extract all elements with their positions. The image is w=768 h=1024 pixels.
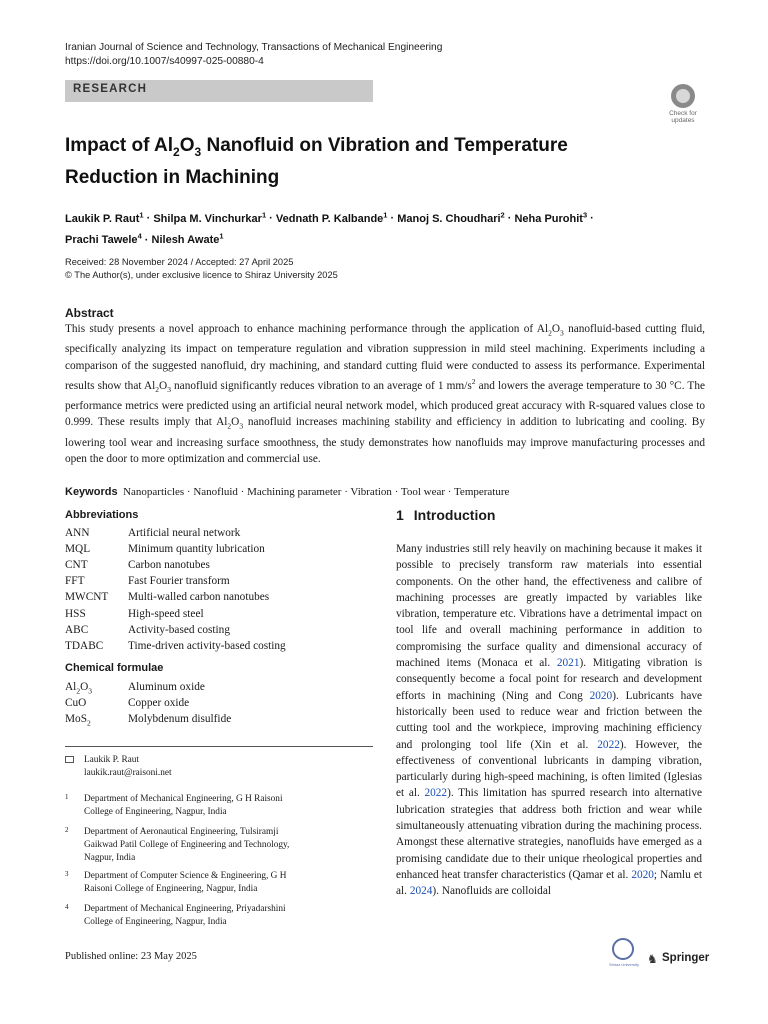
journal-name: Iranian Journal of Science and Technology, Transactions of Mechanical Engineering: [65, 42, 443, 53]
abbreviation-row: MQL Minimum quantity lubrication: [65, 543, 265, 555]
abbreviation-row: ANN Artificial neural network: [65, 527, 241, 539]
intro-text-segment: ). Nanofluids are colloidal: [432, 885, 551, 898]
shiraz-university-seal: [612, 938, 634, 960]
formula-row: MoS$_2$ Molybdenum disulfide: [65, 713, 232, 728]
copyright: © The Author(s), under exclusive licence to Shiraz University 2025: [65, 270, 338, 280]
footnote-divider: [65, 746, 373, 747]
author-list: Laukik P. Raut$^1$ · Shilpa M. Vinchurkar$^1$ · Vednath P. Kalbande$^1$ · Manoj S. Choudhari$^2$ · Neha Purohit$^3$ · Prachi Tawele$^4$ · Nilesh Awate$^1$: [65, 210, 594, 247]
envelope-icon: [65, 756, 74, 763]
check-for-updates-badge[interactable]: [661, 84, 705, 126]
abstract-heading: Abstract: [65, 306, 114, 320]
abbreviation-row: MWCNT Multi-walled carbon nanotubes: [65, 591, 270, 603]
abstract-text: This study presents a novel approach to enhance machining performance through the application of $Al_2O_3$ nanofluid-based cutting fluid, specifically analyzing its impact on temperature regulation and vibration suppression in mild steel machining. Experiments including a comparison of the suggested nanofluid, dry machining, and standard cutting fluid were conducted to assess its performance. Experimental results show that $Al_2O_3$ nanofluid significantly reduces vibration to an average of 1 $mm/s^2$ and lowers the average temperature to 30 °C. The performance metrics were predicted using an artificial neural network model, which produced great accuracy with R-squared values close to 0.999. These results imply that $Al_2O_3$ nanofluid increases machining stability and efficiency in addition to lubricating and cooling. By lowering tool wear and increasing surface smoothness, the study demonstrates how nanofluids may improve manufacturing processes and open the door to more optimization and commercial use.: [65, 323, 705, 465]
badge-text: Check for updates: [669, 110, 697, 124]
check-updates-icon: [671, 84, 695, 108]
formula-row: CuO Copper oxide: [65, 697, 190, 709]
contact-name: Laukik P. Raut: [84, 755, 140, 765]
author[interactable]: Laukik P. Raut$^1$: [65, 210, 144, 225]
author[interactable]: Shilpa M. Vinchurkar$^1$: [153, 210, 267, 225]
intro-text-segment: ; Namlu et al.: [396, 868, 702, 898]
abbreviation-row: TDABC Time-driven activity-based costing: [65, 640, 286, 652]
author[interactable]: Vednath P. Kalbande$^1$: [275, 210, 388, 225]
intro-text-segment: ). However, the effectiveness of conventional lubricants in damping vibration, particularly during high-speed machining, is often limited (Iglesias et al.: [396, 738, 702, 800]
publisher-logos: Shiraz University ♞ Springer: [612, 938, 707, 970]
article-dates: [65, 256, 338, 282]
received-accepted: Received: 28 November 2024 / Accepted: 27 April 2025: [65, 257, 294, 267]
section-label: RESEARCH: [73, 83, 148, 95]
intro-text-segment: Many industries still rely heavily on machining because it makes it possible to precisely transform raw materials into essential components. On the other hand, the effectiveness and calibre of machining processes are greatly impacted by variables like vibration, temperature etc. Vibrations have a detrimental impact on tool life and overall machining performance in addition to compromising the surface quality and dimensional accuracy of machined items (Monaca et al.: [396, 543, 702, 670]
published-date: Published online: 23 May 2025: [65, 951, 197, 962]
citation-link[interactable]: 2020: [631, 868, 654, 881]
springer-logo-text: Springer: [662, 952, 710, 964]
chemical-formulae-heading: Chemical formulae: [65, 662, 164, 674]
author[interactable]: Prachi Tawele$^4$: [65, 231, 142, 247]
section-label-bar: [65, 80, 373, 102]
abbreviation-row: HSS High-speed steel: [65, 608, 204, 620]
keywords-list: Nanoparticles · Nanofluid · Machining parameter · Vibration · Tool wear · Temperature: [123, 486, 510, 498]
author[interactable]: Manoj S. Choudhari$^2$: [397, 210, 505, 225]
abbreviations-heading: Abbreviations: [65, 509, 139, 521]
abbreviation-row: ABC Activity-based costing: [65, 624, 230, 636]
abbreviation-row: FFT Fast Fourier transform: [65, 575, 230, 587]
keywords-label: Keywords: [65, 486, 118, 498]
formula-row: $Al_2O_3$ Aluminum oxide: [65, 681, 205, 696]
section-heading-introduction: 1 Introduction: [396, 507, 496, 523]
citation-link[interactable]: 2022: [424, 787, 448, 800]
doi-link[interactable]: https://doi.org/10.1007/s40997-025-00880-4: [65, 56, 264, 67]
citation-link[interactable]: 2022: [597, 738, 620, 751]
journal-header: [65, 41, 442, 69]
abbreviation-row: CNT Carbon nanotubes: [65, 559, 210, 571]
citation-link[interactable]: 2020: [589, 689, 613, 702]
citation-link[interactable]: 2021: [556, 657, 580, 670]
author[interactable]: Neha Purohit$^3$: [514, 210, 588, 225]
author[interactable]: Nilesh Awate$^1$: [151, 231, 224, 247]
contact-email[interactable]: laukik.raut@raisoni.net: [84, 768, 172, 778]
intro-text-segment: ). This limitation has spurred research into alternative lubrication strategies that address both friction and wear while simultaneously attenuating vibration during the machining process. Amongst these alternative strategies, nanofluids have emerged as a promising candidate due to their unique rheological properties and enhanced heat transfer characteristics (Qamar et al.: [396, 787, 702, 881]
intro-text-segment: ). Mitigating vibration is consequently become a focal point for research and development efforts in machining (Ning and Cong: [396, 657, 702, 702]
springer-horse-icon: ♞: [647, 952, 658, 966]
paper-title: Impact of $Al_2O_3$ Nanofluid on Vibration and Temperature Reduction in Machining: [65, 135, 568, 188]
intro-text-segment: ). Lubricants have historically been used to reduce wear and friction between the cutting tool and the workpiece, improving machining efficiency and prolonging tool life (Xin et al.: [396, 689, 702, 751]
introduction-text: [396, 541, 702, 900]
keywords: [65, 485, 705, 500]
citation-link[interactable]: 2024: [409, 885, 433, 898]
